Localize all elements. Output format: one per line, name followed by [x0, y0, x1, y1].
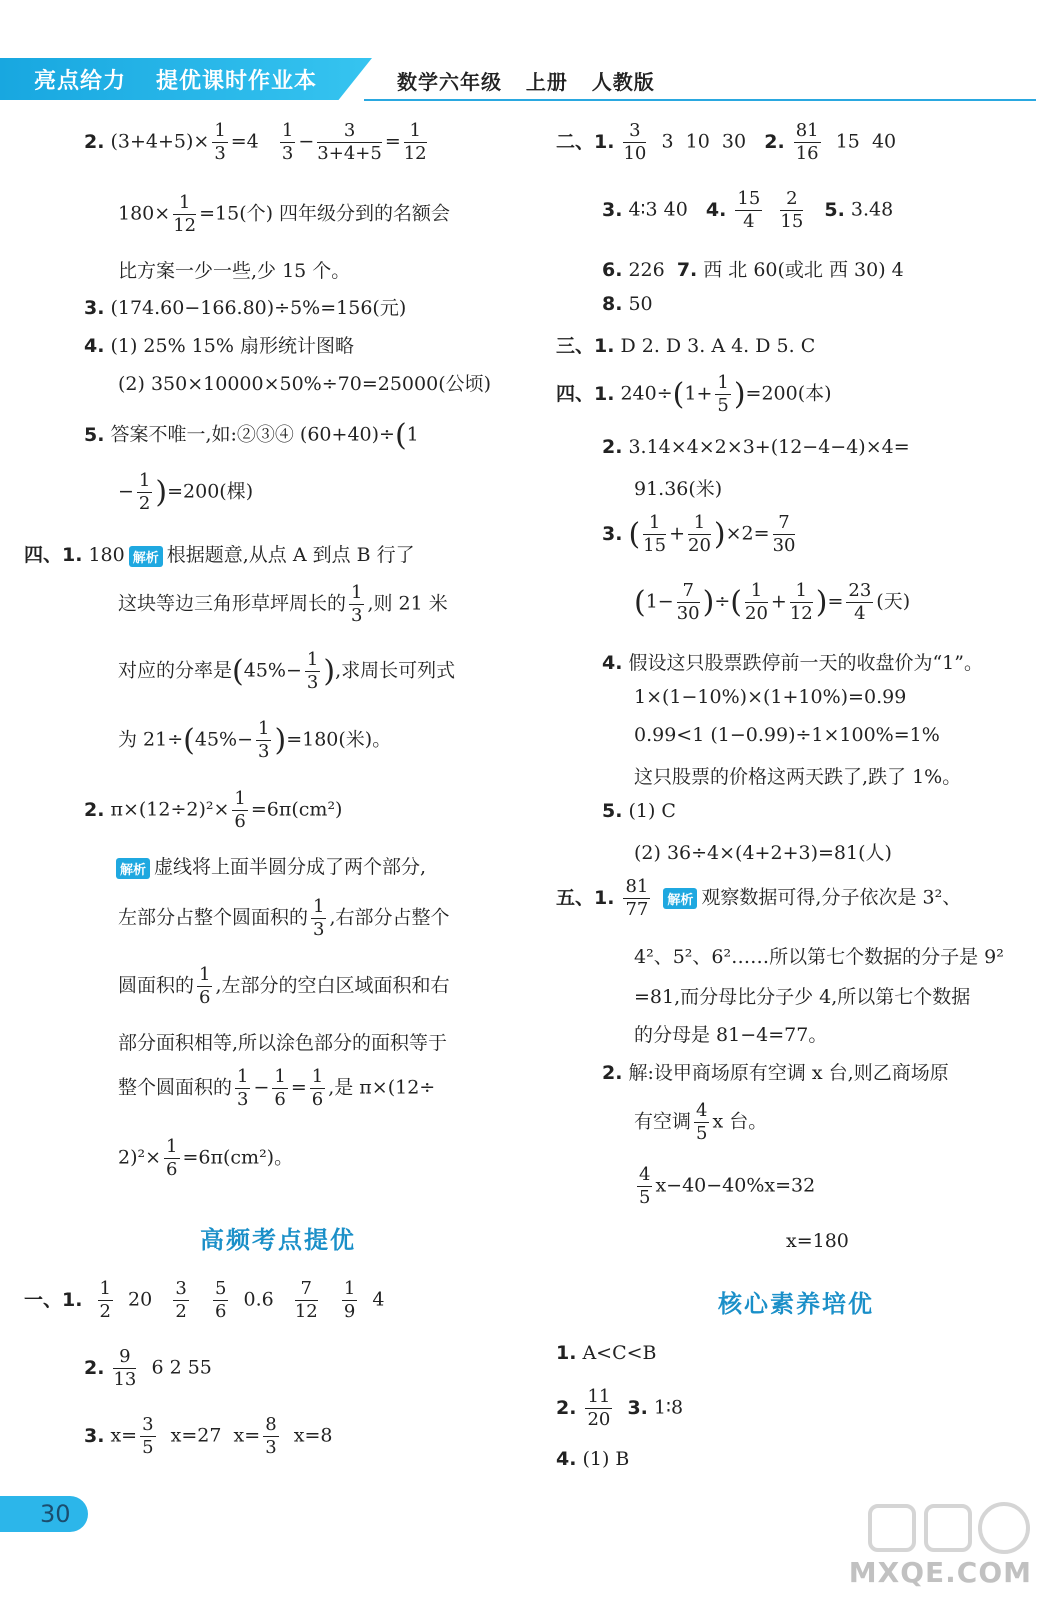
answer-line: 1. A<C<B: [556, 1342, 657, 1364]
fraction: $\frac{5}{6}$: [214, 1278, 227, 1322]
answer-line: 3. 4∶3 40 4. $\frac{15}{4}$ $\frac{2}{15}$ 5. 3.48: [602, 188, 894, 232]
answer-line: 2. π×(12÷2)²× $\frac{1}{6}$ =6π(cm²): [84, 788, 343, 832]
fraction: $\frac{1}{9}$: [343, 1278, 356, 1322]
answer-line: 180× $\frac{1}{12}$ =15(个) 四年级分到的名额会: [118, 192, 451, 236]
answer-line: x=180: [786, 1230, 849, 1252]
fraction: $\frac{3}{10}$: [623, 120, 647, 164]
answer-line: 二、1. $\frac{3}{10}$ 3 10 30 2. $\frac{81}{16}$ 15 40: [556, 120, 897, 164]
fraction: $\frac{4}{5}$: [639, 1164, 651, 1208]
fraction: $\frac{3}{3+4+5}$: [317, 120, 382, 164]
answer-line: 左部分占整个圆面积的 $\frac{1}{3}$ ,右部分占整个: [118, 896, 450, 940]
answer-line: 4. 假设这只股票跌停前一天的收盘价为“1”。: [602, 652, 983, 674]
answer-line: 比方案一少一些,少 15 个。: [118, 260, 351, 282]
fraction: $\frac{1}{6}$: [311, 1066, 324, 1110]
fraction: $\frac{7}{30}$: [772, 512, 796, 556]
fraction: $\frac{81}{77}$: [625, 876, 649, 920]
answer-line: (1− $\frac{7}{30}$ )÷( $\frac{1}{20}$ + $\frac{1}{12}$ )= $\frac{23}{4}$ (天): [634, 580, 911, 624]
fraction: $\frac{4}{5}$: [696, 1100, 708, 1144]
answer-line: (2) 350×10000×50%÷70=25000(公顷): [118, 373, 492, 395]
answer-line: 四、1. 240÷(1+ $\frac{1}{5}$ )=200(本): [556, 372, 832, 416]
fraction: $\frac{1}{3}$: [351, 582, 363, 626]
answer-line: 91.36(米): [634, 478, 723, 500]
fraction: $\frac{3}{5}$: [142, 1414, 154, 1458]
fraction: $\frac{1}{2}$: [99, 1278, 111, 1322]
answer-line: 0.99<1 (1−0.99)÷1×100%=1%: [634, 724, 940, 746]
fraction: $\frac{7}{12}$: [294, 1278, 318, 1322]
answer-line: 圆面积的 $\frac{1}{6}$ ,左部分的空白区域面积和右: [118, 964, 450, 1008]
watermark-text: MXQE.COM: [848, 1556, 1032, 1589]
fraction: $\frac{1}{3}$: [258, 718, 270, 762]
fraction: $\frac{1}{3}$: [281, 120, 294, 164]
answer-line: 5. (1) C: [602, 800, 676, 822]
fraction: $\frac{1}{2}$: [138, 470, 151, 514]
answer-line: 部分面积相等,所以涂色部分的面积等于: [118, 1032, 448, 1054]
fraction: $\frac{1}{5}$: [717, 372, 729, 416]
answer-line: 解析 虚线将上面半圆分成了两个部分,: [112, 852, 426, 879]
answer-line: 这块等边三角形草坪周长的 $\frac{1}{3}$ ,则 21 米: [118, 582, 448, 626]
analysis-tag: 解析: [116, 858, 150, 879]
answer-line: 2. (3+4+5)× $\frac{1}{3}$ =4 $\frac{1}{3}$ − $\frac{3}{3+4+5}$ = $\frac{1}{12}$: [84, 120, 427, 164]
answer-line: 5. 答案不唯一,如:②③④ (60+40)÷(1: [84, 418, 419, 453]
answer-line: 2. $\frac{9}{13}$ 6 2 55: [84, 1346, 212, 1390]
answer-line: 整个圆面积的 $\frac{1}{3}$ − $\frac{1}{6}$ = $\frac{1}{6}$ ,是 π×(12÷: [118, 1066, 436, 1110]
brand-title: 亮点给力: [34, 69, 127, 94]
answer-line: $\frac{4}{5}$ x−40−40%x=32: [639, 1164, 816, 1208]
fraction: $\frac{1}{3}$: [306, 649, 319, 693]
fraction: $\frac{23}{4}$: [848, 580, 872, 624]
answer-line: 的分母是 81−4=77。: [634, 1024, 828, 1046]
fraction: $\frac{3}{2}$: [175, 1278, 187, 1322]
answer-line: 2)²× $\frac{1}{6}$ =6π(cm²)。: [118, 1136, 294, 1180]
answer-line: 对应的分率是(45%− $\frac{1}{3}$ ),求周长可列式: [118, 649, 456, 693]
fraction: $\frac{1}{20}$: [688, 512, 711, 556]
answer-line: 为 21÷(45%− $\frac{1}{3}$ )=180(米)。: [118, 718, 392, 762]
answer-line: − $\frac{1}{2}$ )=200(棵): [118, 470, 254, 514]
answer-line: 一、1. $\frac{1}{2}$ 20 $\frac{3}{2}$ $\frac{5}{6}$ 0.6 $\frac{7}{12}$ $\frac{1}{9}$ 4: [24, 1278, 385, 1322]
section-title-high-frequency: 高频考点提优: [200, 1226, 356, 1254]
answer-line: 4. (1) 25% 15% 扇形统计图略: [84, 335, 354, 357]
answer-line: 2. 解:设甲商场原有空调 x 台,则乙商场原: [602, 1062, 949, 1084]
answer-line: 8. 50: [602, 293, 653, 315]
fraction: $\frac{9}{13}$: [113, 1346, 137, 1390]
answer-line: 3. (174.60−166.80)÷5%=156(元): [84, 297, 407, 319]
answer-line: 五、1. $\frac{81}{77}$ 解析 观察数据可得,分子依次是 3²、: [556, 876, 962, 920]
answer-line: 三、1. D 2. D 3. A 4. D 5. C: [556, 335, 816, 357]
fraction: $\frac{81}{16}$: [795, 120, 819, 164]
subject-label: 数学六年级 上册 人教版: [397, 70, 655, 94]
answer-line: =81,而分母比分子少 4,所以第七个数据: [634, 986, 971, 1008]
fraction: $\frac{2}{15}$: [780, 188, 804, 232]
fraction: $\frac{11}{20}$: [587, 1386, 611, 1430]
fraction: $\frac{1}{6}$: [166, 1136, 178, 1180]
series-title: 提优课时作业本: [156, 69, 318, 94]
page-number: 30: [0, 1496, 88, 1532]
section-title-core-literacy: 核心素养培优: [718, 1290, 874, 1318]
header-rule: [364, 99, 1036, 101]
answer-line: 有空调 $\frac{4}{5}$ x 台。: [634, 1100, 768, 1144]
answer-line: 2. 3.14×4×2×3+(12−4−4)×4=: [602, 436, 910, 458]
fraction: $\frac{1}{6}$: [234, 788, 246, 832]
answer-line: 4²、5²、6²……所以第七个数据的分子是 9²: [634, 946, 1004, 968]
analysis-tag: 解析: [129, 546, 163, 567]
answer-line: 2. $\frac{11}{20}$ 3. 1∶8: [556, 1386, 684, 1430]
fraction: $\frac{1}{12}$: [173, 192, 197, 236]
fraction: $\frac{1}{15}$: [643, 512, 667, 556]
fraction: $\frac{1}{3}$: [313, 896, 325, 940]
answer-line: 4. (1) B: [556, 1448, 630, 1470]
answer-line: 6. 226 7. 西 北 60(或北 西 30) 4: [602, 259, 904, 281]
fraction: $\frac{7}{30}$: [676, 580, 700, 624]
fraction: $\frac{1}{6}$: [199, 964, 211, 1008]
analysis-tag: 解析: [663, 888, 697, 909]
answer-line: (2) 36÷4×(4+2+3)=81(人): [634, 842, 892, 864]
fraction: $\frac{1}{12}$: [403, 120, 427, 164]
fraction: $\frac{8}{3}$: [265, 1414, 277, 1458]
answer-line: 这只股票的价格这两天跌了,跌了 1%。: [634, 766, 962, 788]
answer-line: 四、1. 180 解析 根据题意,从点 A 到点 B 行了: [24, 544, 415, 566]
fraction: $\frac{1}{3}$: [214, 120, 226, 164]
fraction: $\frac{1}{3}$: [237, 1066, 249, 1110]
fraction: $\frac{15}{4}$: [737, 188, 761, 232]
fraction: $\frac{1}{12}$: [789, 580, 813, 624]
answer-line: 3. x= $\frac{3}{5}$ x=27 x= $\frac{8}{3}$ x=8: [84, 1414, 333, 1458]
answer-line: 1×(1−10%)×(1+10%)=0.99: [634, 686, 907, 708]
fraction: $\frac{1}{6}$: [274, 1066, 286, 1110]
answer-line: 3. ( $\frac{1}{15}$ + $\frac{1}{20}$ )×2= $\frac{7}{30}$: [602, 512, 796, 556]
fraction: $\frac{1}{20}$: [745, 580, 768, 624]
